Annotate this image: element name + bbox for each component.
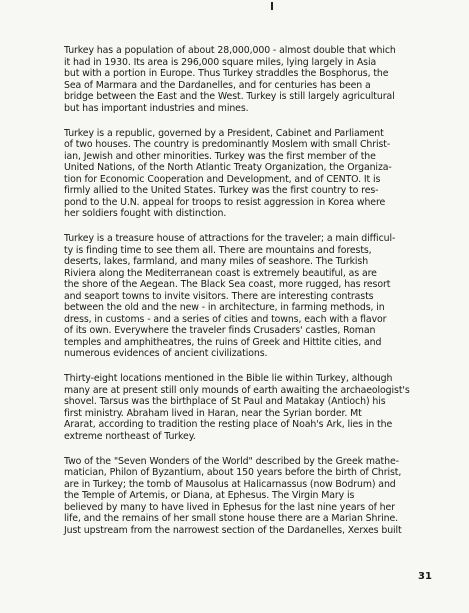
- paragraph-population: [64, 45, 450, 114]
- text-line: matician, Philon of Byzantium, about 150 years before the birth of Christ,: [64, 467, 402, 478]
- text-line: of its own. Everywhere the traveler finds Crusaders' castles, Roman: [64, 325, 376, 336]
- text-line: temples and amphitheatres, the ruins of Greek and Hittite cities, and: [64, 336, 382, 348]
- page-body: [64, 45, 450, 550]
- text-line: life, and the remains of her small stone house there are a Marian Shrine.: [64, 513, 399, 524]
- text-line: Just upstream from the narrowest section of the Dardanelles, Xerxes built: [64, 524, 402, 536]
- text-line: the Temple of Artemis, or Diana, at Ephesus. The Virgin Mary is: [64, 490, 355, 501]
- text-line: but has important industries and mines.: [64, 102, 249, 114]
- text-line: deserts, lakes, farmland, and many miles of seashore. The Turkish: [64, 256, 369, 267]
- text-line: United Nations, of the North Atlantic Treaty Organization, the Organiza-: [64, 162, 392, 173]
- text-line: extreme northeast of Turkey.: [64, 430, 196, 442]
- text-line: firmly allied to the United States. Turkey was the first country to res-: [64, 185, 379, 196]
- text-line: and seaport towns to invite visitors. There are interesting contrasts: [64, 290, 374, 302]
- text-line: bridge between the East and the West. Turkey is still largely agricultural: [64, 91, 395, 102]
- text-line: believed by many to have lived in Ephesus for the last nine years of her: [64, 501, 395, 513]
- text-line: the shore of the Aegean. The Black Sea coast, more rugged, has resort: [64, 279, 391, 290]
- text-line: ty is finding time to see them all. There are mountains and forests,: [64, 244, 372, 256]
- text-line: shovel. Tarsus was the birthplace of St Paul and Matakay (Antioch) his: [64, 396, 386, 407]
- paragraph-bible-locations: [64, 373, 450, 442]
- text-line: many are at present still only mounds of earth awaiting the archaeologist's: [64, 384, 410, 396]
- text-line: first ministry. Abraham lived in Haran, near the Syrian border. Mt: [64, 407, 362, 419]
- text-line: are in Turkey; the tomb of Mausolus at Halicarnassus (now Bodrum) and: [64, 478, 396, 490]
- text-line: Sea of Marmara and the Dardanelles, and for centuries has been a: [64, 79, 371, 91]
- text-line: but with a portion in Europe. Thus Turkey straddles the Bosphorus, the: [64, 68, 389, 79]
- paragraph-seven-wonders: [64, 456, 450, 537]
- text-line: between the old and the new - in architecture, in farming methods, in: [64, 302, 385, 313]
- text-line: Ararat, according to tradition the resting place of Noah's Ark, lies in the: [64, 419, 393, 430]
- text-line: Turkey has a population of about 28,000,000 - almost double that which: [64, 45, 396, 56]
- paragraph-attractions: [64, 233, 450, 360]
- text-line: of two houses. The country is predominantly Moslem with small Christ-: [64, 139, 391, 150]
- text-line: Thirty-eight locations mentioned in the Bible lie within Turkey, although: [64, 373, 393, 384]
- top-edge-mark: [271, 2, 273, 10]
- page-number: 31: [418, 571, 432, 582]
- text-line: dress, in customs - and a series of cities and towns, each with a flavor: [64, 313, 387, 325]
- text-line: her soldiers fought with distinction.: [64, 208, 227, 219]
- text-line: Riviera along the Mediterranean coast is extremely beautiful, as are: [64, 267, 377, 279]
- text-line: it had in 1930. Its area is 296,000 square miles, lying largely in Asia: [64, 56, 377, 68]
- text-line: Turkey is a treasure house of attractions for the traveler; a main difficul-: [64, 233, 396, 244]
- text-line: ian, Jewish and other minorities. Turkey was the first member of the: [64, 150, 376, 162]
- paragraph-government: [64, 128, 450, 220]
- text-line: numerous evidences of ancient civilizations.: [64, 348, 268, 359]
- text-line: Turkey is a republic, governed by a President, Cabinet and Parliament: [64, 127, 384, 139]
- text-line: pond to the U.N. appeal for troops to resist aggression in Korea where: [64, 196, 386, 208]
- text-line: tion for Economic Cooperation and Development, and of CENTO. It is: [64, 173, 381, 185]
- text-line: Two of the "Seven Wonders of the World" described by the Greek mathe-: [64, 455, 399, 467]
